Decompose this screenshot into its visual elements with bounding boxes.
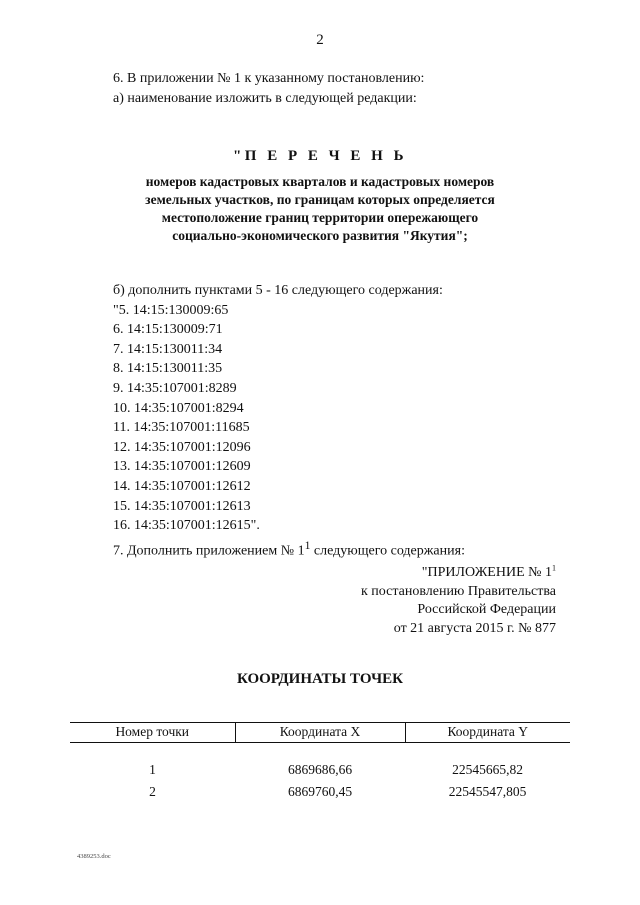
list-item: 9. 14:35:107001:8289 [113, 380, 237, 396]
coordinates-title: КООРДИНАТЫ ТОЧЕК [236, 671, 404, 687]
list-item: 8. 14:15:130011:35 [113, 361, 223, 377]
table-cell: 2 [149, 784, 156, 799]
document-footer: 4389253.doc [77, 853, 111, 860]
list-item: 16. 14:35:107001:12615". [113, 518, 260, 534]
table-cell: 6869760,45 [287, 784, 353, 799]
appendix-title-text: "ПРИЛОЖЕНИЕ № 1 [421, 565, 552, 580]
column-header-x: Координата X [235, 723, 405, 743]
addition-intro: б) дополнить пунктами 5 - 16 следующего содержания: [113, 283, 443, 298]
table-cell: 6869686,66 [287, 762, 353, 777]
intro-line-1: 6. В приложении № 1 к указанному постановлению: [113, 71, 425, 86]
item-7-superscript: 1 [304, 538, 311, 552]
table-cell: 22545547,805 [448, 784, 527, 799]
perechen-line-3: местоположение границ территории опережающего [161, 210, 479, 225]
perechen-line-2: земельных участков, по границам которых определяется [145, 192, 495, 207]
appendix-line-3: от 21 августа 2015 г. № 877 [393, 621, 556, 636]
coordinates-table [70, 722, 570, 803]
list-item: 10. 14:35:107001:8294 [113, 400, 244, 416]
perechen-title: "П Е Р Е Ч Е Н Ь [232, 148, 407, 164]
addition-list [113, 281, 465, 561]
appendix-title [422, 563, 556, 582]
list-item: 15. 14:35:107001:12613 [113, 498, 251, 514]
intro-line-2: а) наименование изложить в следующей редакции: [113, 91, 417, 106]
perechen-line-4: социально-экономического развития "Якутия"; [172, 228, 468, 243]
appendix-line-1: к постановлению Правительства [360, 584, 556, 599]
item-7-line [113, 536, 465, 561]
table-row [70, 781, 570, 803]
column-header-point-number: Номер точки [70, 723, 235, 743]
list-item: 14. 14:35:107001:12612 [113, 478, 251, 494]
list-item: 7. 14:15:130011:34 [113, 341, 223, 357]
table-header-row [70, 723, 570, 743]
page-number: 2 [316, 32, 324, 48]
appendix-title-superscript: 1 [552, 563, 556, 573]
list-item: 11. 14:35:107001:11685 [113, 420, 250, 436]
column-header-y: Координата Y [405, 723, 570, 743]
appendix-line-2: Российской Федерации [417, 602, 556, 617]
list-item: "5. 14:15:130009:65 [113, 302, 229, 318]
table-cell: 1 [149, 762, 156, 777]
item-7-text-end: следующего содержания: [310, 543, 465, 559]
table-cell: 22545665,82 [452, 762, 523, 777]
list-item: 12. 14:35:107001:12096 [113, 439, 251, 455]
list-item: 13. 14:35:107001:12609 [113, 459, 251, 475]
perechen-line-1: номеров кадастровых кварталов и кадастровых номеров [145, 174, 495, 189]
list-item: 6. 14:15:130009:71 [113, 322, 223, 338]
item-7-text: 7. Дополнить приложением № 1 [113, 543, 305, 559]
table-row [70, 743, 570, 782]
